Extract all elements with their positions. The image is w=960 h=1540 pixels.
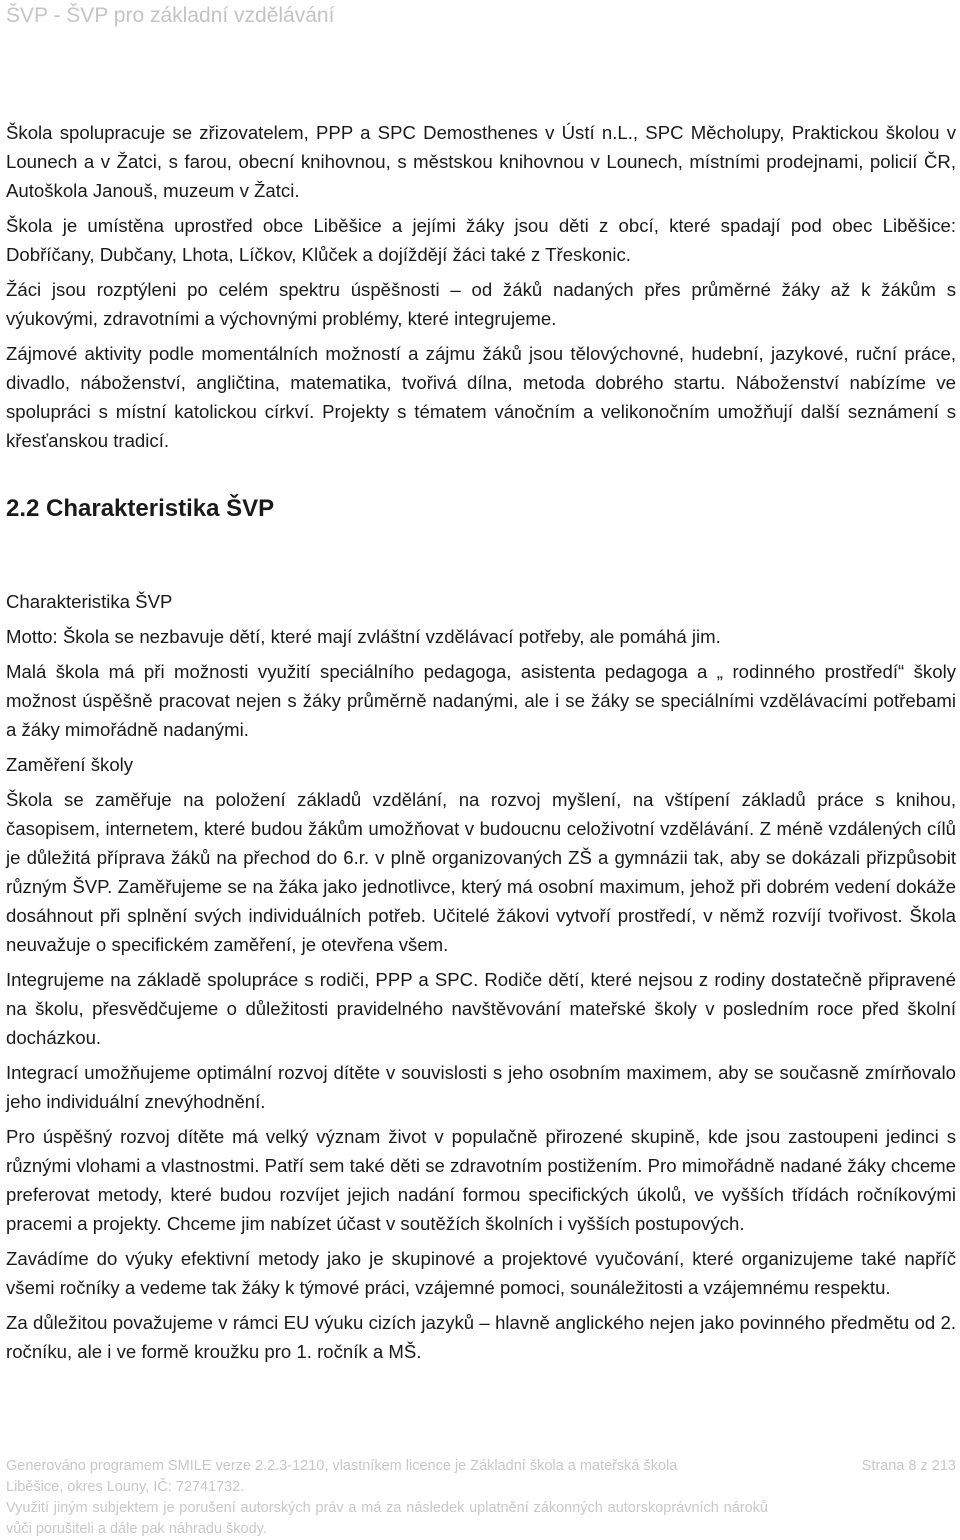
motto: Motto: Škola se nezbavuje dětí, které mají zvláštní vzdělávací potřeby, ale pomáhá jim. — [6, 626, 721, 647]
footer-copyright: Využití jiným subjektem je porušení autorských práv a má za následek uplatnění zákonných autorskoprávních nároků vůči porušiteli a dále pak náhradu škody. — [6, 1500, 768, 1537]
paragraph-focus: Škola se zaměřuje na položení základů vzdělání, na rozvoj myšlení, na vštípení základů práce s knihou, časopisem, internetem, které budou žákům umožňovat v budoucnu celoživotní vzdělávání. Z méně vzdálených cílů je důležitá příprava žáků na přechod do 6.r. v plně organizovaných ZŠ a gymnázii tak, aby se dokázali přizpůsobit různým ŠVP. Zaměřujeme se na žáka jako jednotlivce, který má osobní maximum, jehož při dobrém vedení dokáže dosáhnout při splnění svých individuálních potřeb. Učitelé žákovi vytvoří prostředí, v němž rozvíjí tvořivost. Škola neuvažuje o specifickém zaměření, je otevřena všem. — [6, 789, 956, 955]
section-heading: 2.2 Charakteristika ŠVP — [6, 495, 275, 522]
section-subtitle: Charakteristika ŠVP — [6, 591, 173, 612]
paragraph-methods: Zavádíme do výuky efektivní metody jako je skupinové a projektové vyučování, které organizujeme také napříč všemi ročníky a vedeme tak žáky k týmové práci, vzájemné pomoci, sounáležitosti a vzájemnému respektu. — [6, 1248, 956, 1298]
paragraph-activities: Zájmové aktivity podle momentálních možností a zájmu žáků jsou tělovýchovné, hudební, jazykové, ruční práce, divadlo, náboženství, angličtina, matematika, tvořivá dílna, metoda dobrého startu. Náboženství nabízíme ve spolupráci s místní katolickou církví. Projekty s tématem vánočním a velikonočním umožňují další seznámení s křesťanskou tradicí. — [6, 343, 956, 451]
paragraph-pupils: Žáci jsou rozptýleni po celém spektru úspěšnosti – od žáků nadaných přes průměrné žáky až k žákům s výukovými, zdravotními a výchovnými problémy, které integrujeme. — [6, 279, 956, 329]
focus-heading: Zaměření školy — [6, 754, 134, 775]
paragraph-location: Škola je umístěna uprostřed obce Liběšice a jejími žáky jsou děti z obcí, které spadají pod obec Liběšice: Dobříčany, Dubčany, Lhota, Líčkov, Klůček a dojíždějí žáci také z Třeskonic. — [6, 215, 956, 265]
paragraph-intro: Malá škola má při možnosti využití speciálního pedagoga, asistenta pedagoga a „ rodinného prostředí“ školy možnost úspěšně pracovat nejen s žáky průměrně nadanými, ale i se žáky se speciálními vzdělávacími potřebami a žáky mimořádně nadanými. — [6, 661, 956, 740]
page-footer — [6, 1456, 956, 1540]
document-body — [6, 118, 956, 1372]
paragraph-integration-benefit: Integrací umožňujeme optimální rozvoj dítěte v souvislosti s jeho osobním maximem, aby se současně zmírňovalo jeho individuální znevýhodnění. — [6, 1062, 956, 1112]
paragraph-integration: Integrujeme na základě spolupráce s rodiči, PPP a SPC. Rodiče dětí, které nejsou z rodiny dostatečně připravené na školu, přesvědčujeme o důležitosti pravidelného navštěvování mateřské školy v posledním roce před školní docházkou. — [6, 969, 956, 1048]
page-header-title: ŠVP - ŠVP pro základní vzdělávání — [6, 4, 335, 27]
footer-generated: Generováno programem SMILE verze 2.2.3-1210, vlastníkem licence je Základní škola a mateřská škola — [6, 1458, 678, 1474]
paragraph-languages: Za důležitou považujeme v rámci EU výuku cizích jazyků – hlavně anglického nejen jako povinného předmětu od 2. ročníku, ale i ve formě kroužku pro 1. ročník a MŠ. — [6, 1312, 956, 1362]
footer-school-id: Liběšice, okres Louny, IČ: 72741732. — [6, 1479, 245, 1495]
paragraph-cooperation: Škola spolupracuje se zřizovatelem, PPP a SPC Demosthenes v Ústí n.L., SPC Měcholupy, Praktickou školou v Lounech a v Žatci, s farou, obecní knihovnou, s městskou knihovnou v Lounech, místními prodejnami, policií ČR, Autoškola Janouš, muzeum v Žatci. — [6, 122, 956, 201]
footer-page-number: Strana 8 z 213 — [861, 1458, 956, 1474]
paragraph-development: Pro úspěšný rozvoj dítěte má velký význam život v populačně přirozené skupině, kde jsou zastoupeni jedinci s různými vlohami a vlastnostmi. Patří sem také děti se zdravotním postižením. Pro mimořádně nadané žáky chceme preferovat metody, které budou rozvíjet jejich nadání formou specifických úkolů, ve vyšších třídách ročníkovými pracemi a projekty. Chceme jim nabízet účast v soutěžích školních i vyšších postupových. — [6, 1126, 956, 1234]
